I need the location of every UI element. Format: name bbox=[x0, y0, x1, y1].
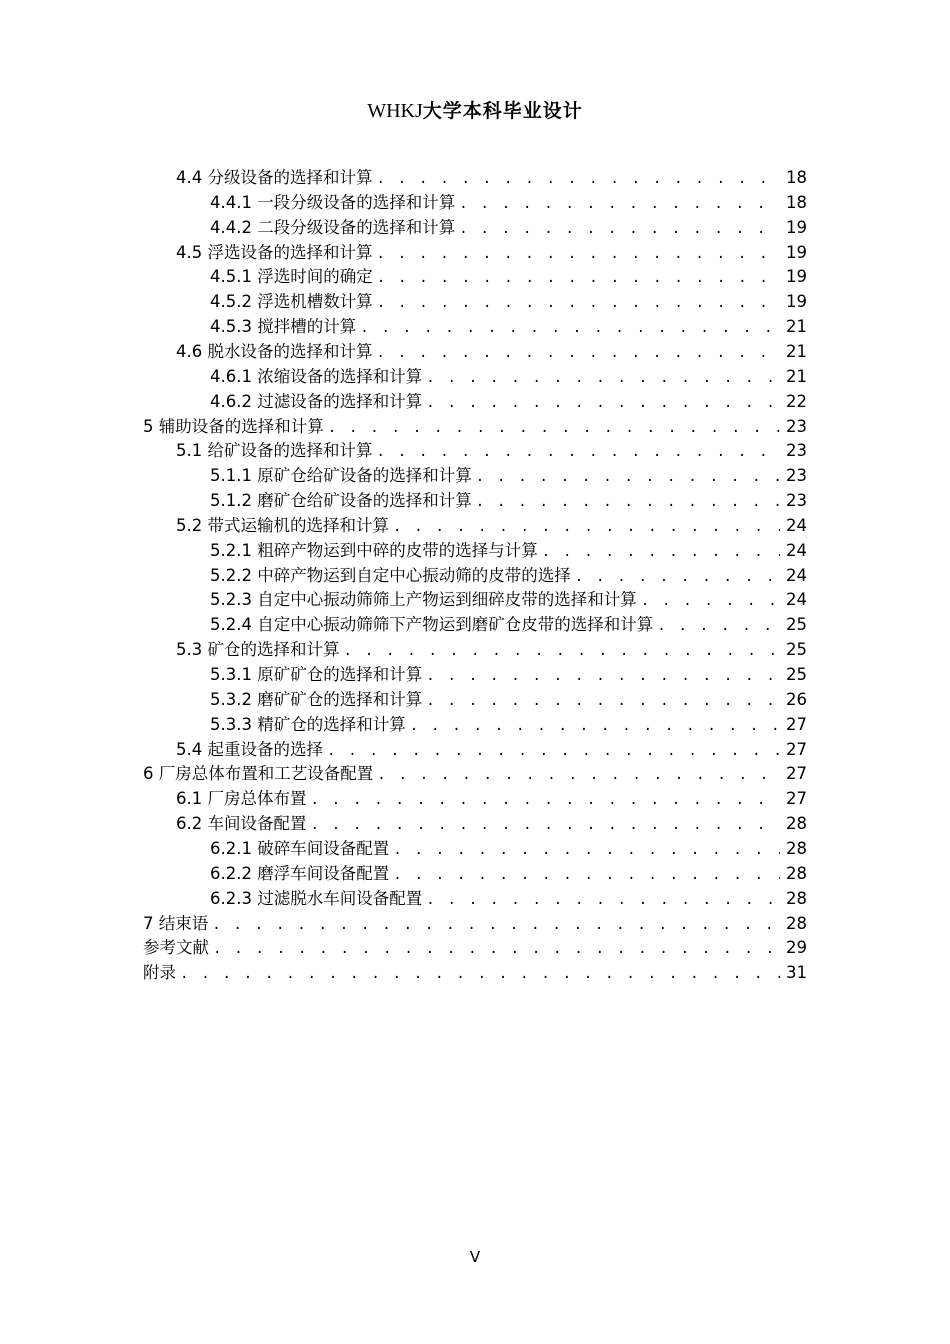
toc-entry-label: 4.5.1 浮选时间的确定 bbox=[210, 267, 373, 287]
toc-entry[interactable] bbox=[210, 313, 807, 338]
header-title: 大学本科毕业设计 bbox=[422, 100, 583, 122]
toc-leader-dots bbox=[426, 395, 780, 411]
toc-leader-dots bbox=[377, 444, 781, 460]
toc-entry[interactable] bbox=[210, 462, 807, 487]
toc-entry-label: 5.3.2 磨矿矿仓的选择和计算 bbox=[210, 689, 423, 709]
toc-entry-page: 27 bbox=[786, 789, 807, 809]
toc-entry[interactable] bbox=[210, 686, 807, 711]
toc-entry-page: 27 bbox=[786, 714, 807, 734]
page-header bbox=[0, 96, 950, 123]
toc-entry[interactable] bbox=[176, 239, 807, 264]
toc-entry-page: 21 bbox=[786, 341, 807, 361]
toc-entry-label: 5.2 带式运输机的选择和计算 bbox=[176, 515, 389, 535]
toc-entry-page: 25 bbox=[786, 615, 807, 635]
toc-entry-page: 19 bbox=[786, 242, 807, 262]
toc-leader-dots bbox=[641, 593, 780, 609]
toc-entry-label: 4.6.1 浓缩设备的选择和计算 bbox=[210, 366, 423, 386]
toc-leader-dots bbox=[360, 320, 780, 336]
toc-entry-label: 5.3 矿仓的选择和计算 bbox=[176, 640, 340, 660]
toc-entry-page: 23 bbox=[786, 416, 807, 436]
toc-entry[interactable] bbox=[210, 860, 807, 885]
toc-entry-label: 5.2.4 自定中心振动筛筛下产物运到磨矿仓皮带的选择和计算 bbox=[210, 615, 654, 635]
toc-entry-page: 27 bbox=[786, 764, 807, 784]
toc-entry-page: 21 bbox=[786, 317, 807, 337]
toc-leader-dots bbox=[542, 544, 780, 560]
toc-leader-dots bbox=[377, 295, 780, 311]
toc-entry[interactable] bbox=[210, 562, 807, 587]
toc-leader-dots bbox=[213, 941, 780, 957]
toc-entry-label: 5.3.3 精矿仓的选择和计算 bbox=[210, 714, 406, 734]
toc-entry-label: 5.1.1 原矿仓给矿设备的选择和计算 bbox=[210, 466, 472, 486]
toc-entry[interactable] bbox=[143, 934, 807, 959]
toc-entry-label: 5 辅助设备的选择和计算 bbox=[143, 416, 324, 436]
toc-entry-label: 5.2.2 中碎产物运到自定中心振动筛的皮带的选择 bbox=[210, 565, 571, 585]
toc-leader-dots bbox=[311, 792, 781, 808]
toc-leader-dots bbox=[327, 743, 780, 759]
toc-entry-page: 25 bbox=[786, 640, 807, 660]
toc-entry-page: 28 bbox=[786, 814, 807, 834]
toc-leader-dots bbox=[311, 817, 781, 833]
toc-entry-label: 6.2 车间设备配置 bbox=[176, 814, 307, 834]
toc-leader-dots bbox=[410, 718, 780, 734]
toc-leader-dots bbox=[377, 270, 780, 286]
toc-entry-label: 6.1 厂房总体布置 bbox=[176, 789, 307, 809]
toc-entry[interactable] bbox=[176, 636, 807, 661]
toc-entry[interactable] bbox=[176, 810, 807, 835]
toc-entry-label: 4.5.3 搅拌槽的计算 bbox=[210, 317, 357, 337]
toc-entry-label: 参考文献 bbox=[143, 938, 209, 958]
toc-entry[interactable] bbox=[210, 586, 807, 611]
toc-leader-dots bbox=[344, 643, 781, 659]
toc-entry-page: 28 bbox=[786, 888, 807, 908]
toc-entry-page: 19 bbox=[786, 217, 807, 237]
toc-entry-label: 5.1 给矿设备的选择和计算 bbox=[176, 441, 373, 461]
toc-leader-dots bbox=[459, 196, 780, 212]
toc-leader-dots bbox=[476, 469, 780, 485]
toc-leader-dots bbox=[426, 892, 780, 908]
toc-entry-label: 5.3.1 原矿矿仓的选择和计算 bbox=[210, 665, 423, 684]
toc-entry-page: 25 bbox=[786, 665, 807, 684]
toc-entry[interactable] bbox=[210, 214, 807, 239]
toc-entry-page: 24 bbox=[786, 565, 807, 585]
toc-entry[interactable] bbox=[210, 537, 807, 562]
toc-entry-page: 22 bbox=[786, 391, 807, 411]
toc-leader-dots bbox=[377, 171, 781, 187]
toc-entry[interactable] bbox=[176, 512, 807, 537]
toc-entry-page: 18 bbox=[786, 192, 807, 212]
toc-leader-dots bbox=[377, 345, 781, 361]
toc-entry-page: 28 bbox=[786, 838, 807, 858]
toc-entry-label: 6.2.3 过滤脱水车间设备配置 bbox=[210, 888, 423, 908]
toc-entry[interactable] bbox=[210, 661, 807, 686]
toc-entry-label: 4.6.2 过滤设备的选择和计算 bbox=[210, 391, 423, 411]
toc-entry-page: 19 bbox=[786, 267, 807, 287]
toc-entry-page: 27 bbox=[786, 739, 807, 759]
toc-leader-dots bbox=[657, 618, 780, 634]
toc-entry-page: 21 bbox=[786, 366, 807, 386]
toc-leader-dots bbox=[393, 519, 780, 535]
toc-entry-label: 4.4 分级设备的选择和计算 bbox=[176, 168, 373, 187]
toc-leader-dots bbox=[393, 867, 780, 883]
toc-entry[interactable] bbox=[176, 437, 807, 462]
toc-entry-label: 6.2.1 破碎车间设备配置 bbox=[210, 838, 390, 858]
toc-entry-page: 28 bbox=[786, 913, 807, 933]
toc-entry-page: 29 bbox=[786, 938, 807, 958]
toc-entry[interactable] bbox=[210, 189, 807, 214]
toc-entry-page: 23 bbox=[786, 466, 807, 486]
toc-leader-dots bbox=[328, 420, 780, 436]
toc-entry-label: 5.4 起重设备的选择 bbox=[176, 739, 323, 759]
toc-entry-label: 7 结束语 bbox=[143, 913, 209, 933]
toc-leader-dots bbox=[180, 966, 780, 982]
toc-entry-label: 4.5 浮选设备的选择和计算 bbox=[176, 242, 373, 262]
toc-entry[interactable] bbox=[176, 736, 807, 761]
toc-entry-label: 4.5.2 浮选机槽数计算 bbox=[210, 292, 373, 312]
toc-entry[interactable] bbox=[210, 611, 807, 636]
toc-entry-label: 4.4.1 一段分级设备的选择和计算 bbox=[210, 192, 456, 212]
toc-entry-page: 28 bbox=[786, 863, 807, 883]
toc-entry-label: 5.1.2 磨矿仓给矿设备的选择和计算 bbox=[210, 491, 472, 511]
toc-entry-label: 4.6 脱水设备的选择和计算 bbox=[176, 341, 373, 361]
toc-entry-label: 6 厂房总体布置和工艺设备配置 bbox=[143, 764, 374, 784]
toc-leader-dots bbox=[212, 917, 780, 933]
toc-entry[interactable] bbox=[143, 760, 807, 785]
toc-entry-page: 19 bbox=[786, 292, 807, 312]
toc-entry-page: 26 bbox=[786, 689, 807, 709]
toc-entry-page: 24 bbox=[786, 540, 807, 560]
toc-leader-dots bbox=[426, 693, 780, 709]
toc-entry-page: 18 bbox=[786, 168, 807, 187]
toc-entry-label: 5.2.1 粗碎产物运到中碎的皮带的选择与计算 bbox=[210, 540, 538, 560]
toc-leader-dots bbox=[426, 370, 780, 386]
toc-entry[interactable] bbox=[143, 413, 807, 438]
toc-entry[interactable] bbox=[143, 959, 807, 984]
toc-leader-dots bbox=[575, 569, 780, 585]
toc-entry[interactable] bbox=[176, 785, 807, 810]
toc-entry-page: 31 bbox=[786, 963, 807, 983]
toc-entry[interactable] bbox=[210, 835, 807, 860]
header-prefix: WHKJ bbox=[367, 100, 423, 122]
toc-entry[interactable] bbox=[176, 164, 807, 189]
page-number: V bbox=[469, 1248, 481, 1266]
toc-entry[interactable] bbox=[176, 338, 807, 363]
toc-entry[interactable] bbox=[210, 487, 807, 512]
toc-leader-dots bbox=[377, 767, 780, 783]
toc-entry[interactable] bbox=[210, 263, 807, 288]
toc-leader-dots bbox=[393, 842, 780, 858]
toc-entry[interactable] bbox=[210, 288, 807, 313]
toc-entry-page: 24 bbox=[786, 590, 807, 610]
toc-leader-dots bbox=[377, 246, 781, 262]
toc-leader-dots bbox=[459, 221, 780, 237]
toc-entry-label: 5.2.3 自定中心振动筛筛上产物运到细碎皮带的选择和计算 bbox=[210, 590, 637, 610]
toc-entry-page: 24 bbox=[786, 515, 807, 535]
toc-leader-dots bbox=[476, 494, 780, 510]
toc-entry[interactable] bbox=[210, 885, 807, 910]
toc-entry[interactable] bbox=[143, 910, 807, 935]
toc-entry[interactable] bbox=[210, 363, 807, 388]
toc-entry-label: 附录 bbox=[143, 963, 176, 983]
toc-entry-page: 23 bbox=[786, 491, 807, 511]
toc-leader-dots bbox=[426, 668, 780, 684]
toc-entry[interactable] bbox=[210, 711, 807, 736]
toc-entry-label: 6.2.2 磨浮车间设备配置 bbox=[210, 863, 390, 883]
toc-entry[interactable] bbox=[210, 388, 807, 413]
toc-entry-label: 4.4.2 二段分级设备的选择和计算 bbox=[210, 217, 456, 237]
toc-entry-page: 23 bbox=[786, 441, 807, 461]
